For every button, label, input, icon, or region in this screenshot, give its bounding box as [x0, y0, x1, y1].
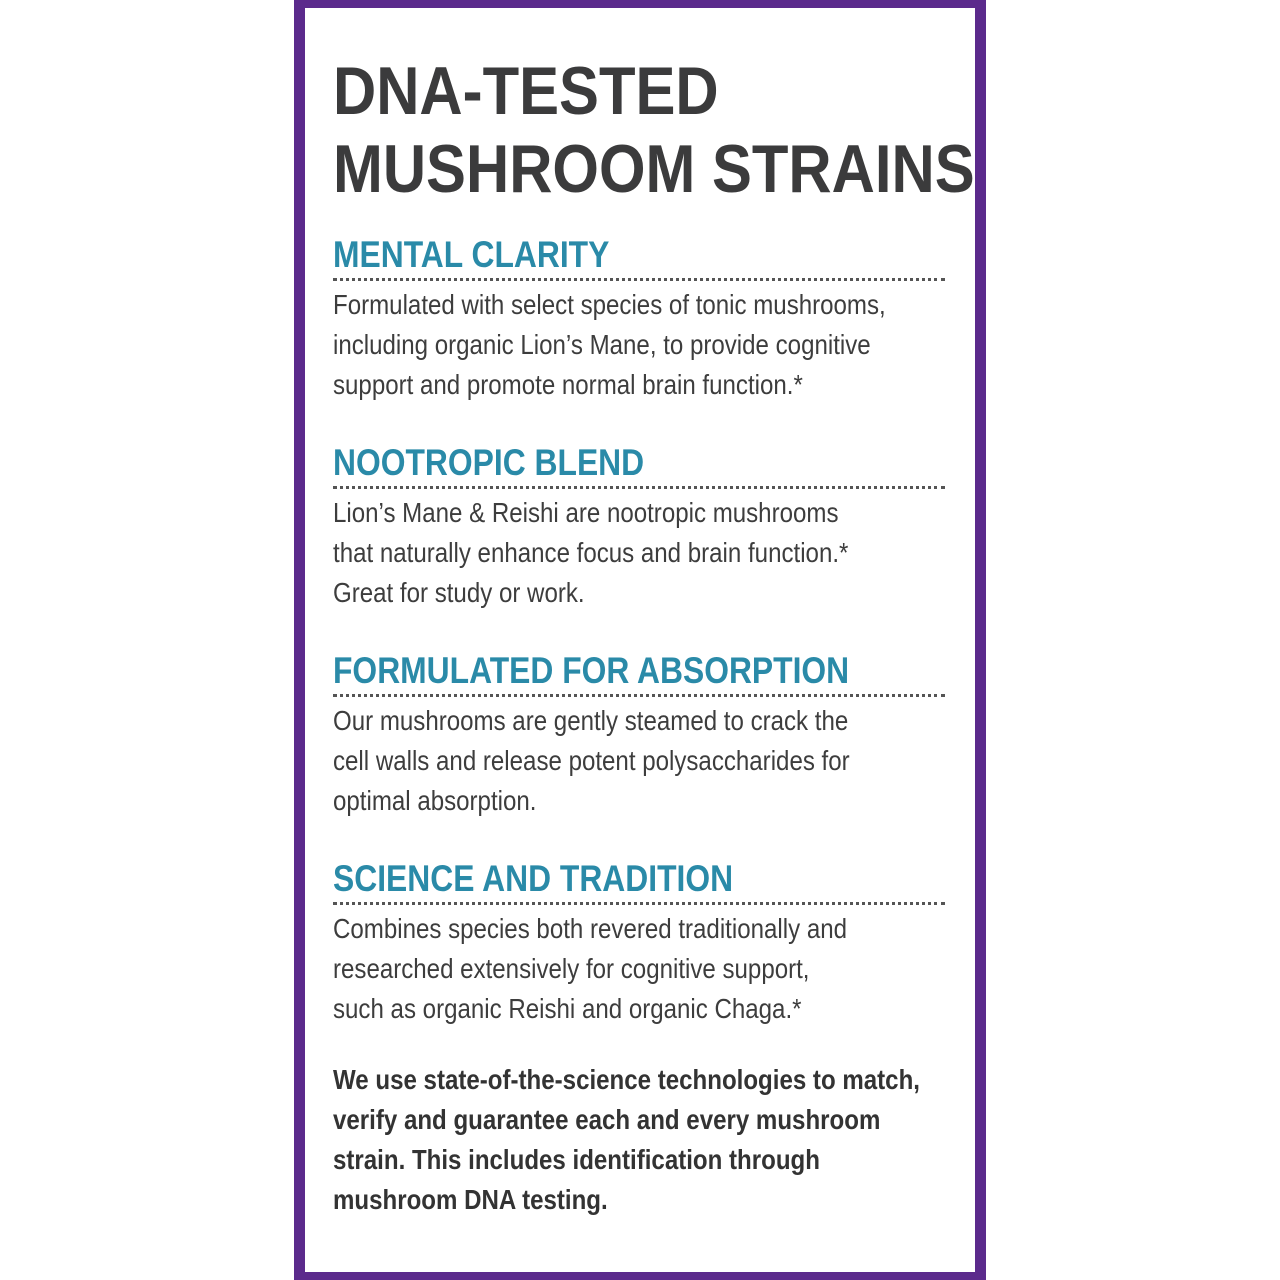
closing-line: We use state-of-the-science technologies to match, [333, 1064, 920, 1095]
section-heading: FORMULATED FOR ABSORPTION [333, 650, 850, 691]
section-formulated-for-absorption [333, 650, 945, 821]
dotted-divider [333, 278, 945, 281]
closing-line: verify and guarantee each and every mushroom [333, 1104, 881, 1135]
section-body [333, 285, 886, 405]
dotted-divider [333, 486, 945, 489]
closing-line: strain. This includes identification through [333, 1144, 820, 1175]
section-mental-clarity [333, 234, 945, 405]
closing-line: mushroom DNA testing. [333, 1184, 608, 1215]
section-body [333, 909, 859, 1029]
body-line: such as organic Reishi and organic Chaga.* [333, 993, 802, 1024]
section-science-and-tradition [333, 858, 945, 1029]
section-nootropic-blend [333, 442, 945, 613]
body-line: that naturally enhance focus and brain function.* [333, 537, 849, 568]
body-line: researched extensively for cognitive support, [333, 953, 810, 984]
section-body [333, 701, 859, 821]
dotted-divider [333, 694, 945, 697]
body-line: Formulated with select species of tonic mushrooms, [333, 289, 886, 320]
body-line: optimal absorption. [333, 785, 537, 816]
closing-statement [333, 1060, 920, 1220]
body-line: Combines species both revered traditionally and [333, 913, 847, 944]
section-heading: NOOTROPIC BLEND [333, 442, 645, 483]
section-body [333, 493, 859, 613]
body-line: cell walls and release potent polysaccharides for [333, 745, 850, 776]
body-line: Our mushrooms are gently steamed to crack the [333, 705, 849, 736]
page-title [333, 52, 975, 208]
section-heading: SCIENCE AND TRADITION [333, 858, 734, 899]
title-line-1: DNA-TESTED [333, 53, 719, 129]
body-line: support and promote normal brain function.* [333, 369, 803, 400]
body-line: including organic Lion’s Mane, to provide cognitive [333, 329, 871, 360]
body-line: Lion’s Mane & Reishi are nootropic mushrooms [333, 497, 839, 528]
dotted-divider [333, 902, 945, 905]
body-line: Great for study or work. [333, 577, 585, 608]
section-heading: MENTAL CLARITY [333, 234, 610, 275]
title-line-2: MUSHROOM STRAINS [333, 131, 975, 207]
info-panel [294, 0, 986, 1280]
